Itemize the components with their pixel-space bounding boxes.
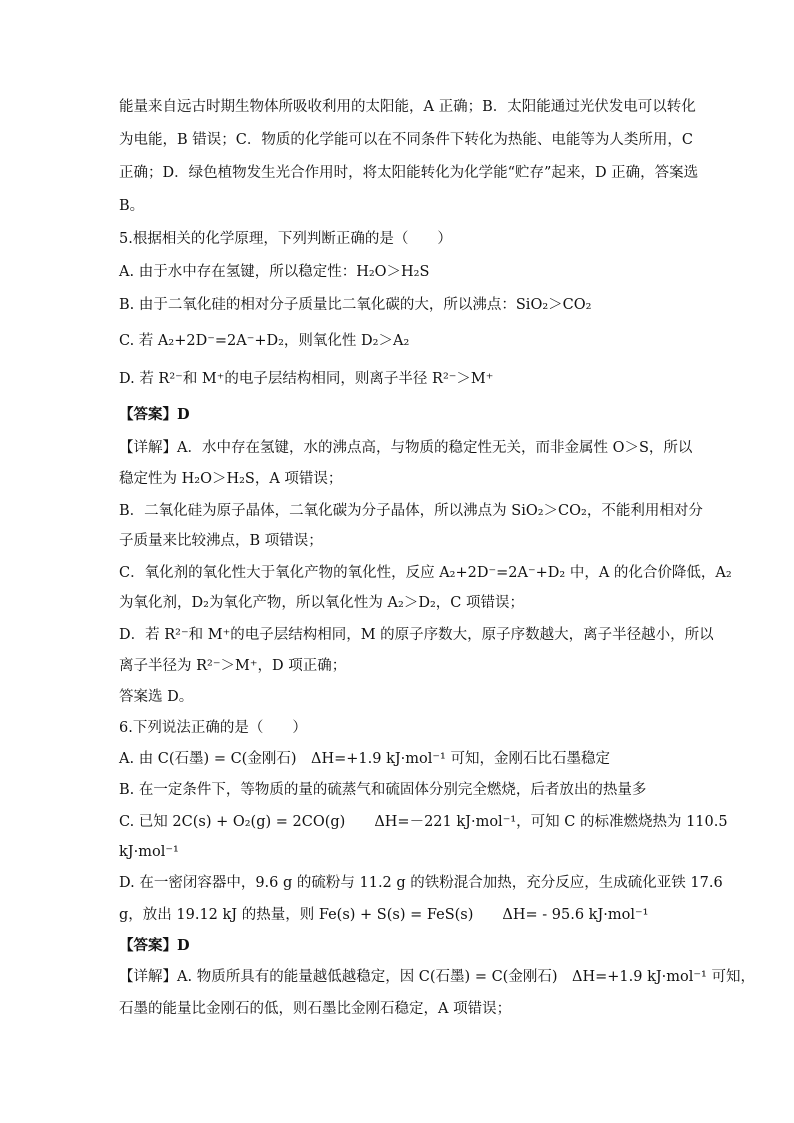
question-6-option-a: A. 由 C(石墨) = C(金刚石) ΔH=+1.9 kJ·mol⁻¹ 可知，金刚石比石墨稳定 bbox=[119, 751, 610, 767]
question-5-explanation-3: B．二氧化硅为原子晶体，二氧化碳为分子晶体，所以沸点为 SiO₂＞CO₂，不能利用相对分 bbox=[119, 503, 703, 519]
text-line-2: 为电能，B 错误；C．物质的化学能可以在不同条件下转化为热能、电能等为人类所用，C bbox=[119, 132, 693, 148]
question-6-explanation-2: 石墨的能量比金刚石的低，则石墨比金刚石稳定，A 项错误； bbox=[119, 1001, 512, 1017]
text-line-3: 正确；D．绿色植物发生光合作用时，将太阳能转化为化学能“贮存”起来，D 正确，答案选 bbox=[119, 165, 699, 181]
question-5-explanation-8: 离子半径为 R²⁻＞M⁺，D 项正确； bbox=[119, 658, 347, 674]
question-5-explanation-2: 稳定性为 H₂O＞H₂S，A 项错误； bbox=[119, 471, 343, 487]
question-6-option-d: D. 在一密闭容器中，9.6 g 的硫粉与 11.2 g 的铁粉混合加热，充分反应，生成硫化亚铁 17.6 bbox=[119, 875, 723, 891]
question-5-explanation-1: 【详解】A．水中存在氢键，水的沸点高，与物质的稳定性无关，而非金属性 O＞S，所以 bbox=[119, 440, 693, 456]
question-5-explanation-5: C．氧化剂的氧化性大于氧化产物的氧化性，反应 A₂+2D⁻=2A⁻+D₂ 中，A 的化合价降低，A₂ bbox=[119, 565, 732, 581]
question-5-answer: 【答案】D bbox=[119, 406, 190, 423]
question-6-option-c: C. 已知 2C(s) + O₂(g) = 2CO(g) ΔH=－221 kJ·mol⁻¹，可知 C 的标准燃烧热为 110.5 bbox=[119, 814, 728, 830]
question-5-conclusion: 答案选 D。 bbox=[119, 689, 194, 705]
question-5-option-a: A. 由于水中存在氢键，所以稳定性：H₂O＞H₂S bbox=[119, 264, 430, 280]
question-6-explanation-1: 【详解】A. 物质所具有的能量越低越稳定，因 C(石墨) = C(金刚石) ΔH=+1.9 kJ·mol⁻¹ 可知， bbox=[119, 969, 755, 985]
question-6-answer: 【答案】D bbox=[119, 937, 190, 954]
question-5-explanation-4: 子质量来比较沸点，B 项错误； bbox=[119, 533, 323, 549]
question-5-explanation-6: 为氧化剂，D₂为氧化产物，所以氧化性为 A₂＞D₂，C 项错误； bbox=[119, 595, 524, 611]
text-line-4: B。 bbox=[119, 198, 145, 214]
text-line-1: 能量来自远古时期生物体所吸收利用的太阳能，A 正确；B．太阳能通过光伏发电可以转化 bbox=[119, 99, 696, 115]
question-5-stem: 5.根据相关的化学原理，下列判断正确的是（ ） bbox=[119, 231, 452, 247]
question-6-option-c-cont: kJ·mol⁻¹ bbox=[119, 844, 179, 860]
question-6-option-d-cont: g，放出 19.12 kJ 的热量，则 Fe(s) + S(s) = FeS(s) ΔH= - 95.6 kJ·mol⁻¹ bbox=[119, 907, 649, 923]
question-5-option-b: B. 由于二氧化硅的相对分子质量比二氧化碳的大，所以沸点：SiO₂＞CO₂ bbox=[119, 297, 592, 313]
question-5-explanation-7: D．若 R²⁻和 M⁺的电子层结构相同，M 的原子序数大，原子序数越大，离子半径越小，所以 bbox=[119, 627, 714, 643]
question-6-option-b: B. 在一定条件下，等物质的量的硫蒸气和硫固体分别完全燃烧，后者放出的热量多 bbox=[119, 782, 647, 798]
question-6-stem: 6.下列说法正确的是（ ） bbox=[119, 720, 307, 736]
question-5-option-d: D. 若 R²⁻和 M⁺的电子层结构相同，则离子半径 R²⁻＞M⁺ bbox=[119, 371, 494, 387]
question-5-option-c: C. 若 A₂+2D⁻=2A⁻+D₂，则氧化性 D₂＞A₂ bbox=[119, 333, 410, 349]
